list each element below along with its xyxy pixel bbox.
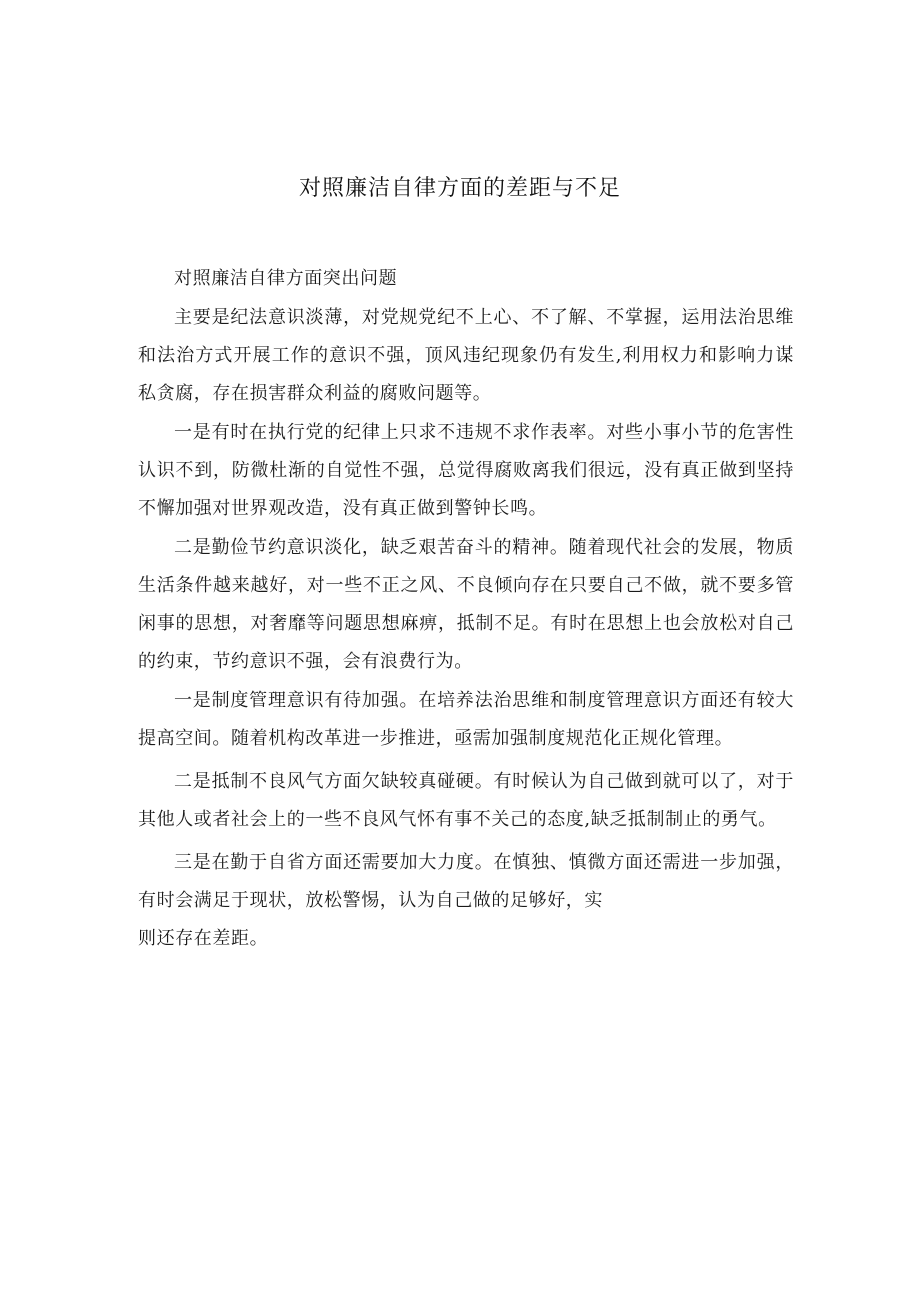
section-heading: 对照廉洁自律方面突出问题 (174, 268, 398, 289)
paragraph-institutional-management: 一是制度管理意识有待加强。在培养法治思维和制度管理意识方面还有较大提高空间。随着机构改革进一步推进，亟需加强制度规范化正规化管理。 (138, 690, 794, 749)
paragraph-discipline: 一是有时在执行党的纪律上只求不违规不求作表率。对些小事小节的危害性认识不到，防微杜渐的自觉性不强，总觉得腐败离我们很远，没有真正做到坚持不懈加强对世界观改造，没有真正做到警钟长鸣。 (138, 422, 794, 519)
document-title: 对照廉洁自律方面的差距与不足 (298, 176, 621, 201)
paragraph-summary: 主要是纪法意识淡薄，对党规党纪不上心、不了解、不掌握，运用法治思维和法治方式开展工作的意识不强，顶风违纪现象仍有发生,利用权力和影响力谋私贪腐，存在损害群众利益的腐败问题等。 (138, 307, 794, 404)
paragraph-self-reflection-part1: 三是在勤于自省方面还需要加大力度。在慎独、慎微方面还需进一步加强，有时会满足于现状，放松警惕，认为自己做的足够好，实 (138, 852, 794, 911)
paragraph-self-reflection (138, 844, 794, 958)
paragraph-self-reflection-part2: 则还存在差距。 (138, 928, 269, 949)
paragraph-frugality: 二是勤俭节约意识淡化，缺乏艰苦奋斗的精神。随着现代社会的发展，物质生活条件越来越好，对一些不正之风、不良倾向存在只要自己不做，就不要多管闲事的思想，对奢靡等问题思想麻痹，抵制不足。有时在思想上也会放松对自己的约束，节约意识不强，会有浪费行为。 (138, 537, 794, 672)
paragraph-resisting-bad-practices: 二是抵制不良风气方面欠缺较真碰硬。有时候认为自己做到就可以了，对于其他人或者社会上的一些不良风气怀有事不关己的态度,缺乏抵制制止的勇气。 (138, 771, 794, 830)
document-body (138, 260, 794, 958)
